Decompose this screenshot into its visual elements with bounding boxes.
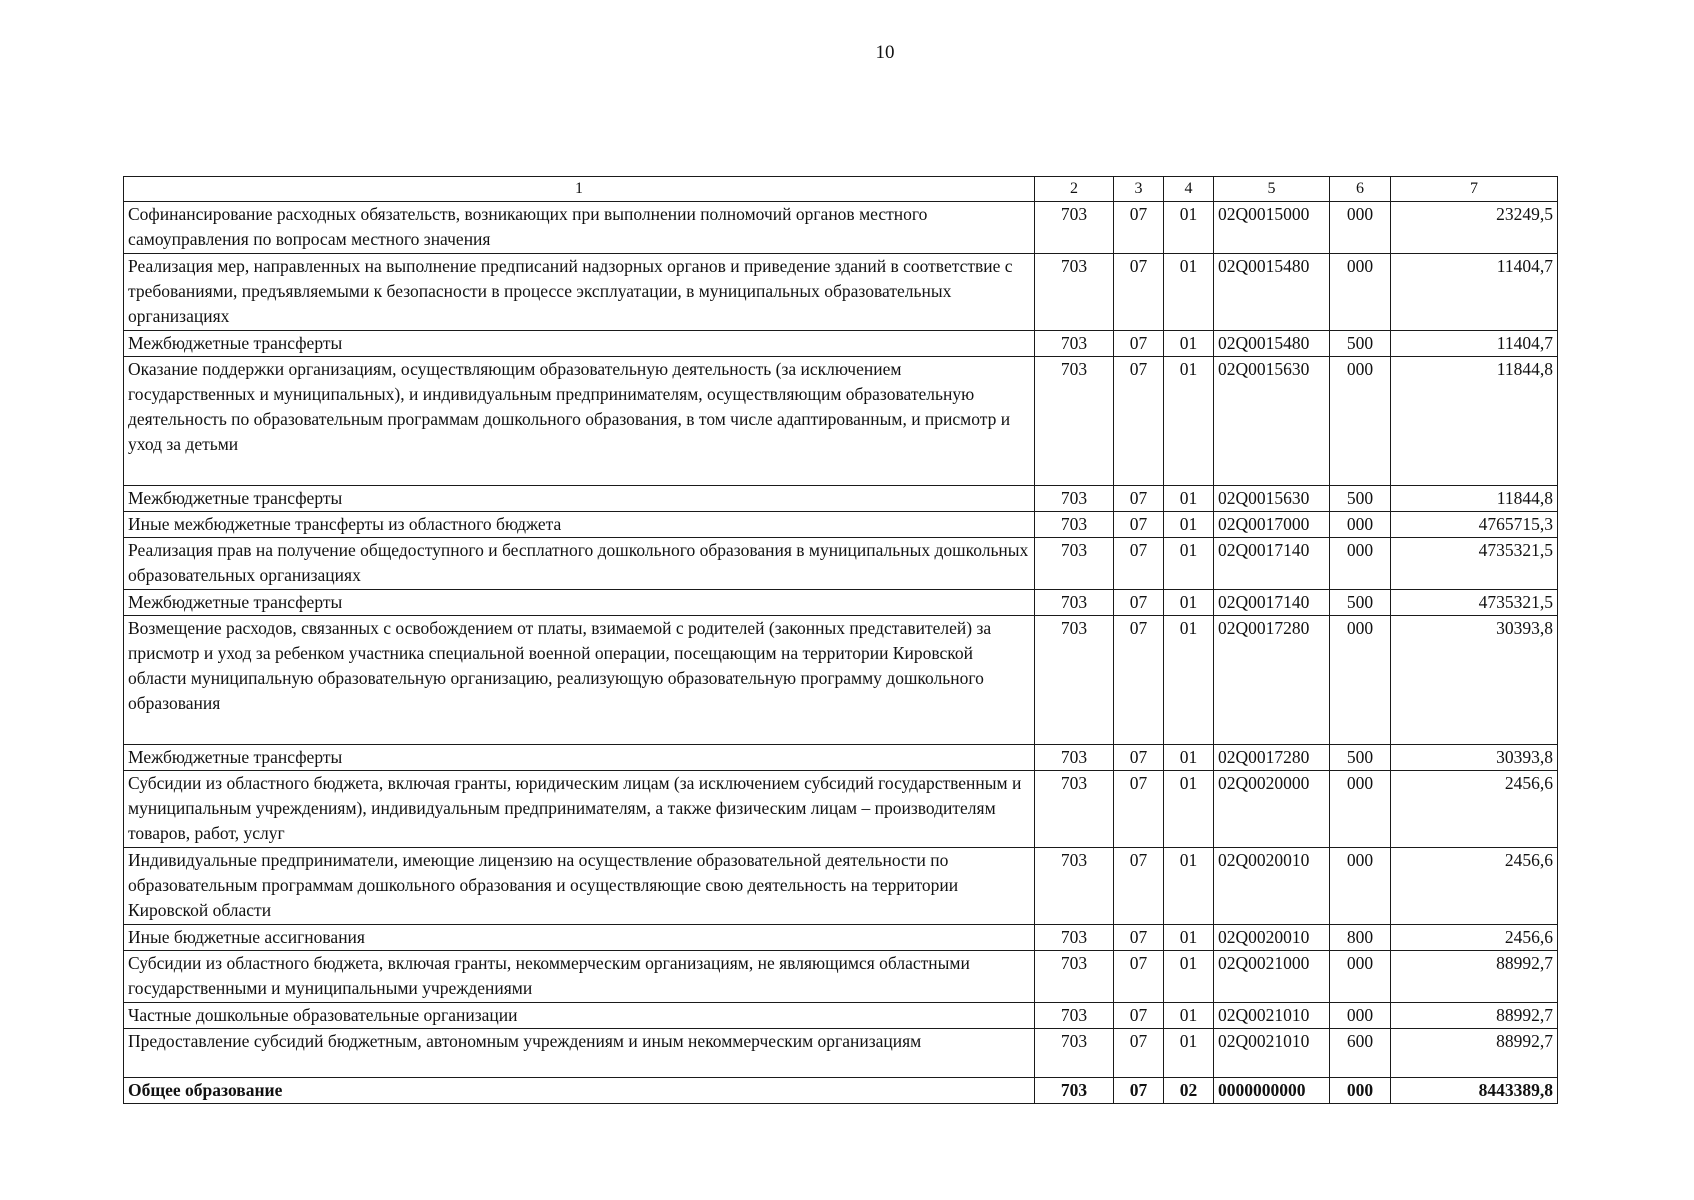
row-name-cell: Реализация мер, направленных на выполнение предписаний надзорных органов и приведение зданий в соответствие с требованиями, предъявляемыми к безопасности в процессе эксплуатации, в муниципальных образовательных организациях bbox=[124, 254, 1035, 331]
row-amount-cell: 30393,8 bbox=[1391, 616, 1558, 745]
row-code-cell: 02Q0015480 bbox=[1214, 254, 1330, 331]
row-code-cell: 07 bbox=[1114, 254, 1164, 331]
row-amount-cell: 11844,8 bbox=[1391, 357, 1558, 486]
row-code-cell: 07 bbox=[1114, 951, 1164, 1003]
table-row bbox=[124, 745, 1558, 771]
table-row bbox=[124, 1003, 1558, 1029]
row-name-cell: Общее образование bbox=[124, 1078, 1035, 1104]
row-code-cell: 01 bbox=[1164, 925, 1214, 951]
row-code-cell: 02Q0021010 bbox=[1214, 1003, 1330, 1029]
header-row bbox=[124, 177, 1558, 202]
table-row bbox=[124, 254, 1558, 331]
row-code-cell: 000 bbox=[1330, 616, 1391, 745]
row-code-cell: 02 bbox=[1164, 1078, 1214, 1104]
row-code-cell: 703 bbox=[1035, 486, 1114, 512]
row-amount-cell: 23249,5 bbox=[1391, 202, 1558, 254]
row-name-cell: Частные дошкольные образовательные организации bbox=[124, 1003, 1035, 1029]
row-code-cell: 07 bbox=[1114, 202, 1164, 254]
row-code-cell: 07 bbox=[1114, 1078, 1164, 1104]
row-code-cell: 01 bbox=[1164, 745, 1214, 771]
row-name-cell: Возмещение расходов, связанных с освобождением от платы, взимаемой с родителей (законных представителей) за присмотр и уход за ребенком участника специальной военной операции, посещающим на территории Кировской области муниципальную образовательную организацию, реализующую образовательную программу дошкольного образования bbox=[124, 616, 1035, 745]
row-code-cell: 703 bbox=[1035, 771, 1114, 848]
table-body bbox=[124, 202, 1558, 1104]
row-code-cell: 703 bbox=[1035, 925, 1114, 951]
row-code-cell: 01 bbox=[1164, 357, 1214, 486]
row-code-cell: 000 bbox=[1330, 1078, 1391, 1104]
header-cell: 3 bbox=[1114, 177, 1164, 202]
row-code-cell: 703 bbox=[1035, 331, 1114, 357]
row-code-cell: 07 bbox=[1114, 538, 1164, 590]
table-row bbox=[124, 848, 1558, 925]
row-amount-cell: 88992,7 bbox=[1391, 1029, 1558, 1078]
row-code-cell: 800 bbox=[1330, 925, 1391, 951]
row-amount-cell: 11404,7 bbox=[1391, 331, 1558, 357]
row-code-cell: 703 bbox=[1035, 1029, 1114, 1078]
row-code-cell: 703 bbox=[1035, 202, 1114, 254]
row-name-cell: Межбюджетные трансферты bbox=[124, 331, 1035, 357]
row-amount-cell: 11844,8 bbox=[1391, 486, 1558, 512]
row-code-cell: 01 bbox=[1164, 254, 1214, 331]
row-code-cell: 07 bbox=[1114, 616, 1164, 745]
row-code-cell: 02Q0017000 bbox=[1214, 512, 1330, 538]
row-name-cell: Иные бюджетные ассигнования bbox=[124, 925, 1035, 951]
table-row bbox=[124, 331, 1558, 357]
row-code-cell: 02Q0017140 bbox=[1214, 538, 1330, 590]
row-code-cell: 01 bbox=[1164, 538, 1214, 590]
row-amount-cell: 88992,7 bbox=[1391, 951, 1558, 1003]
row-code-cell: 02Q0021010 bbox=[1214, 1029, 1330, 1078]
header-cell: 6 bbox=[1330, 177, 1391, 202]
row-name-cell: Индивидуальные предприниматели, имеющие лицензию на осуществление образовательной деятельности по образовательным программам дошкольного образования и осуществляющие свою деятельность на территории Кировской области bbox=[124, 848, 1035, 925]
row-code-cell: 02Q0020000 bbox=[1214, 771, 1330, 848]
row-code-cell: 703 bbox=[1035, 616, 1114, 745]
row-code-cell: 703 bbox=[1035, 1078, 1114, 1104]
row-code-cell: 07 bbox=[1114, 745, 1164, 771]
row-code-cell: 01 bbox=[1164, 486, 1214, 512]
row-name-cell: Оказание поддержки организациям, осуществляющим образовательную деятельность (за исключением государственных и муниципальных), и индивидуальным предпринимателям, осуществляющим образовательную деятельность по образовательным программам дошкольного образования, в том числе адаптированным, и присмотр и уход за детьми bbox=[124, 357, 1035, 486]
row-name-cell: Субсидии из областного бюджета, включая гранты, юридическим лицам (за исключением субсидий государственным и муниципальным учреждениям), индивидуальным предпринимателям, а также физическим лицам – производителям товаров, работ, услуг bbox=[124, 771, 1035, 848]
table-row bbox=[124, 951, 1558, 1003]
row-amount-cell: 4735321,5 bbox=[1391, 538, 1558, 590]
row-code-cell: 01 bbox=[1164, 590, 1214, 616]
row-amount-cell: 2456,6 bbox=[1391, 925, 1558, 951]
row-code-cell: 703 bbox=[1035, 254, 1114, 331]
row-code-cell: 07 bbox=[1114, 357, 1164, 486]
table-row bbox=[124, 925, 1558, 951]
row-name-cell: Межбюджетные трансферты bbox=[124, 745, 1035, 771]
row-code-cell: 02Q0021000 bbox=[1214, 951, 1330, 1003]
row-amount-cell: 2456,6 bbox=[1391, 848, 1558, 925]
row-code-cell: 000 bbox=[1330, 951, 1391, 1003]
row-code-cell: 02Q0015630 bbox=[1214, 357, 1330, 486]
row-code-cell: 07 bbox=[1114, 1003, 1164, 1029]
table-row bbox=[124, 486, 1558, 512]
header-cell: 7 bbox=[1391, 177, 1558, 202]
row-code-cell: 01 bbox=[1164, 1029, 1214, 1078]
row-code-cell: 703 bbox=[1035, 512, 1114, 538]
row-name-cell: Межбюджетные трансферты bbox=[124, 590, 1035, 616]
row-code-cell: 703 bbox=[1035, 357, 1114, 486]
page-number: 10 bbox=[875, 42, 895, 63]
row-code-cell: 01 bbox=[1164, 616, 1214, 745]
row-name-cell: Иные межбюджетные трансферты из областного бюджета bbox=[124, 512, 1035, 538]
table-row bbox=[124, 202, 1558, 254]
row-code-cell: 000 bbox=[1330, 202, 1391, 254]
row-code-cell: 01 bbox=[1164, 331, 1214, 357]
row-code-cell: 000 bbox=[1330, 357, 1391, 486]
row-code-cell: 500 bbox=[1330, 331, 1391, 357]
header-cell: 1 bbox=[124, 177, 1035, 202]
row-name-cell: Реализация прав на получение общедоступного и бесплатного дошкольного образования в муниципальных дошкольных образовательных организациях bbox=[124, 538, 1035, 590]
row-code-cell: 703 bbox=[1035, 848, 1114, 925]
row-code-cell: 703 bbox=[1035, 538, 1114, 590]
row-code-cell: 000 bbox=[1330, 848, 1391, 925]
row-code-cell: 07 bbox=[1114, 331, 1164, 357]
row-amount-cell: 88992,7 bbox=[1391, 1003, 1558, 1029]
row-name-cell: Софинансирование расходных обязательств, возникающих при выполнении полномочий органов местного самоуправления по вопросам местного значения bbox=[124, 202, 1035, 254]
row-code-cell: 500 bbox=[1330, 745, 1391, 771]
row-code-cell: 07 bbox=[1114, 512, 1164, 538]
row-amount-cell: 30393,8 bbox=[1391, 745, 1558, 771]
budget-table bbox=[123, 176, 1558, 1104]
row-code-cell: 000 bbox=[1330, 1003, 1391, 1029]
row-code-cell: 01 bbox=[1164, 202, 1214, 254]
row-code-cell: 07 bbox=[1114, 486, 1164, 512]
row-code-cell: 02Q0020010 bbox=[1214, 848, 1330, 925]
row-code-cell: 600 bbox=[1330, 1029, 1391, 1078]
row-code-cell: 02Q0020010 bbox=[1214, 925, 1330, 951]
row-code-cell: 02Q0015480 bbox=[1214, 331, 1330, 357]
row-code-cell: 07 bbox=[1114, 925, 1164, 951]
header-cell: 2 bbox=[1035, 177, 1114, 202]
table-row bbox=[124, 771, 1558, 848]
row-code-cell: 02Q0015000 bbox=[1214, 202, 1330, 254]
row-code-cell: 07 bbox=[1114, 848, 1164, 925]
row-name-cell: Предоставление субсидий бюджетным, автономным учреждениям и иным некоммерческим организациям bbox=[124, 1029, 1035, 1078]
row-code-cell: 703 bbox=[1035, 951, 1114, 1003]
row-code-cell: 500 bbox=[1330, 590, 1391, 616]
table-row bbox=[124, 1078, 1558, 1104]
row-code-cell: 000 bbox=[1330, 538, 1391, 590]
row-code-cell: 02Q0017280 bbox=[1214, 616, 1330, 745]
row-code-cell: 07 bbox=[1114, 771, 1164, 848]
row-code-cell: 02Q0017140 bbox=[1214, 590, 1330, 616]
row-code-cell: 01 bbox=[1164, 848, 1214, 925]
table-row bbox=[124, 512, 1558, 538]
row-code-cell: 703 bbox=[1035, 745, 1114, 771]
row-code-cell: 07 bbox=[1114, 1029, 1164, 1078]
table-row bbox=[124, 538, 1558, 590]
table-row bbox=[124, 590, 1558, 616]
row-code-cell: 500 bbox=[1330, 486, 1391, 512]
row-code-cell: 0000000000 bbox=[1214, 1078, 1330, 1104]
table-row bbox=[124, 1029, 1558, 1078]
row-code-cell: 01 bbox=[1164, 951, 1214, 1003]
table-row bbox=[124, 616, 1558, 745]
row-code-cell: 07 bbox=[1114, 590, 1164, 616]
table-row bbox=[124, 357, 1558, 486]
row-amount-cell: 8443389,8 bbox=[1391, 1078, 1558, 1104]
header-cell: 4 bbox=[1164, 177, 1214, 202]
row-code-cell: 703 bbox=[1035, 590, 1114, 616]
row-amount-cell: 2456,6 bbox=[1391, 771, 1558, 848]
row-code-cell: 01 bbox=[1164, 1003, 1214, 1029]
row-amount-cell: 11404,7 bbox=[1391, 254, 1558, 331]
row-code-cell: 01 bbox=[1164, 512, 1214, 538]
header-cell: 5 bbox=[1214, 177, 1330, 202]
row-name-cell: Субсидии из областного бюджета, включая гранты, некоммерческим организациям, не являющимся областными государственными и муниципальными учреждениями bbox=[124, 951, 1035, 1003]
row-code-cell: 02Q0017280 bbox=[1214, 745, 1330, 771]
row-amount-cell: 4735321,5 bbox=[1391, 590, 1558, 616]
row-code-cell: 000 bbox=[1330, 254, 1391, 331]
row-code-cell: 02Q0015630 bbox=[1214, 486, 1330, 512]
row-code-cell: 703 bbox=[1035, 1003, 1114, 1029]
row-code-cell: 01 bbox=[1164, 771, 1214, 848]
row-code-cell: 000 bbox=[1330, 512, 1391, 538]
row-name-cell: Межбюджетные трансферты bbox=[124, 486, 1035, 512]
row-amount-cell: 4765715,3 bbox=[1391, 512, 1558, 538]
row-code-cell: 000 bbox=[1330, 771, 1391, 848]
